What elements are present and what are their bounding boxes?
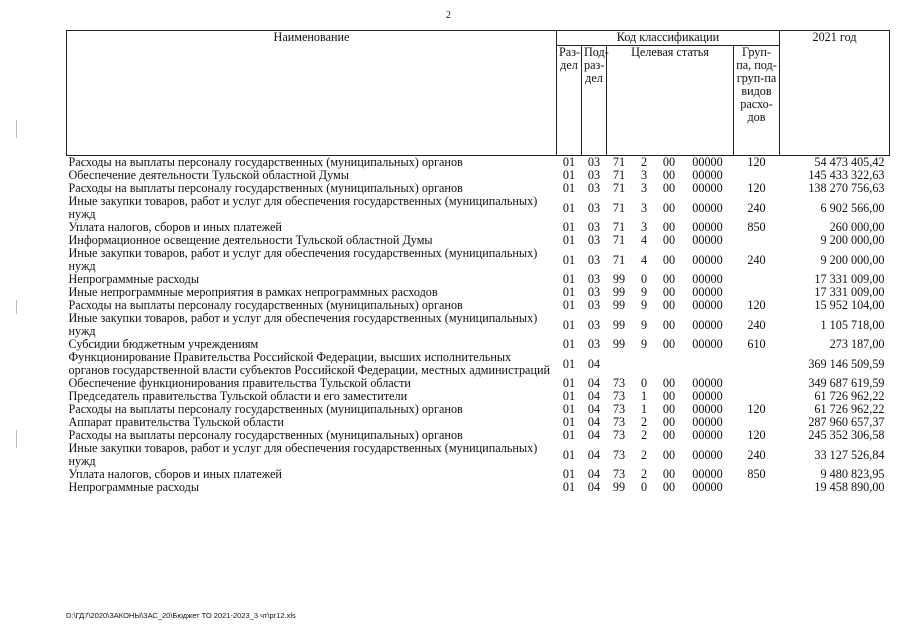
- row-name: Иные закупки товаров, работ и услуг для обеспечения государственных (муниципальных) нужд: [68, 247, 538, 273]
- row-code-c4: 00000: [692, 273, 723, 286]
- row-code-rz: 01: [562, 273, 576, 286]
- table-row: [67, 221, 890, 234]
- row-code-c2: 4: [640, 252, 648, 267]
- header-name: Наименование: [67, 31, 557, 156]
- row-code-c3: [657, 351, 682, 377]
- row-code-pr: 04: [587, 390, 601, 403]
- row-code-c4: 00000: [692, 403, 723, 416]
- row-name: Иные закупки товаров, работ и услуг для обеспечения государственных (муниципальных) нужд: [68, 195, 538, 221]
- row-code-rz: 01: [562, 182, 576, 195]
- row-code-c1: 73: [612, 390, 626, 403]
- row-code-c4: 00000: [692, 447, 723, 462]
- row-code-c1: 73: [612, 468, 626, 481]
- table-row: [67, 377, 890, 390]
- row-amount: 369 146 509,59: [808, 356, 885, 371]
- table-row: [67, 286, 890, 299]
- row-code-pr: 03: [587, 155, 601, 169]
- row-code-c3: 00: [662, 377, 676, 390]
- table-row: [67, 182, 890, 195]
- row-name: Расходы на выплаты персоналу государственных (муниципальных) органов: [68, 155, 463, 169]
- row-code-c3: 00: [662, 273, 676, 286]
- row-code-c4: 00000: [692, 169, 723, 182]
- table-row: [67, 390, 890, 403]
- row-code-c2: 4: [640, 234, 648, 247]
- row-code-c2: 2: [640, 416, 648, 429]
- row-amount: 61 726 962,22: [814, 403, 885, 416]
- row-code-rz: 01: [562, 252, 576, 267]
- row-code-c2: 9: [640, 338, 648, 351]
- row-code-c1: 99: [612, 286, 626, 299]
- table-row: [67, 468, 890, 481]
- table-row: [67, 234, 890, 247]
- row-code-vr: 610: [747, 338, 766, 351]
- row-code-c3: 00: [662, 200, 676, 215]
- row-code-pr: 03: [587, 338, 601, 351]
- row-code-c4: 00000: [692, 481, 723, 494]
- header-code-group: Код классификации: [557, 31, 780, 46]
- row-code-rz: 01: [562, 429, 576, 442]
- row-code-vr: 120: [747, 299, 766, 312]
- row-code-vr: 240: [747, 447, 766, 462]
- header-podrazdel: Под-раз-дел: [582, 46, 607, 156]
- row-code-c2: 9: [640, 317, 648, 332]
- table-row: [67, 195, 890, 221]
- row-code-pr: 03: [587, 286, 601, 299]
- row-amount: 273 187,00: [829, 338, 885, 351]
- row-code-pr: 03: [587, 169, 601, 182]
- row-code-rz: 01: [562, 286, 576, 299]
- row-code-c1: 73: [612, 429, 626, 442]
- row-code-c4: 00000: [692, 377, 723, 390]
- row-code-rz: 01: [562, 200, 576, 215]
- row-name: Непрограммные расходы: [68, 481, 200, 494]
- row-code-rz: 01: [562, 234, 576, 247]
- table-row: [67, 429, 890, 442]
- row-code-rz: 01: [562, 481, 576, 494]
- row-amount: 9 480 823,95: [820, 468, 885, 481]
- row-code-pr: 03: [587, 317, 601, 332]
- row-code-pr: 03: [587, 273, 601, 286]
- row-code-c4: 00000: [692, 200, 723, 215]
- row-code-pr: 04: [587, 416, 601, 429]
- row-code-c2: 2: [640, 447, 648, 462]
- row-code-rz: 01: [562, 299, 576, 312]
- row-code-c1: 71: [612, 182, 626, 195]
- row-name: Информационное освещение деятельности Тульской областной Думы: [68, 234, 433, 247]
- row-code-c3: 00: [662, 390, 676, 403]
- table-row: [67, 416, 890, 429]
- table-row: [67, 338, 890, 351]
- row-code-c4: 00000: [692, 429, 723, 442]
- table-row: [67, 481, 890, 494]
- table-row: [67, 299, 890, 312]
- row-code-c2: 9: [640, 286, 648, 299]
- row-code-rz: 01: [562, 390, 576, 403]
- row-amount: 245 352 306,58: [808, 429, 885, 442]
- row-amount: 260 000,00: [829, 221, 885, 234]
- row-amount: 33 127 526,84: [814, 447, 885, 462]
- table-row: [67, 403, 890, 416]
- row-code-c3: 00: [662, 299, 676, 312]
- row-amount: 349 687 619,59: [808, 377, 885, 390]
- row-code-vr: [734, 234, 780, 247]
- row-code-c3: 00: [662, 221, 676, 234]
- row-amount: 6 902 566,00: [820, 200, 885, 215]
- row-name: Обеспечение функционирования правительства Тульской области: [68, 377, 411, 390]
- row-code-vr: [734, 390, 780, 403]
- row-code-rz: 01: [562, 155, 576, 169]
- header-vid: Груп-па, под-груп-па видов расхо-дов: [734, 46, 780, 156]
- row-code-pr: 03: [587, 299, 601, 312]
- row-code-c4: 00000: [692, 338, 723, 351]
- row-name: Иные непрограммные мероприятия в рамках непрограммных расходов: [68, 286, 438, 299]
- row-code-pr: 03: [587, 234, 601, 247]
- row-code-c4: 00000: [692, 182, 723, 195]
- row-code-c4: 00000: [692, 252, 723, 267]
- row-name: Расходы на выплаты персоналу государственных (муниципальных) органов: [68, 182, 463, 195]
- row-code-c2: 2: [640, 429, 648, 442]
- row-code-vr: 120: [747, 403, 766, 416]
- row-code-rz: 01: [562, 377, 576, 390]
- row-code-vr: 850: [747, 221, 766, 234]
- row-code-rz: 01: [562, 221, 576, 234]
- table-row: [67, 351, 890, 377]
- row-code-rz: 01: [562, 338, 576, 351]
- table-row: [67, 273, 890, 286]
- row-code-c3: 00: [662, 468, 676, 481]
- row-code-c3: 00: [662, 182, 676, 195]
- margin-mark: [16, 120, 17, 138]
- row-code-vr: [734, 481, 780, 494]
- row-amount: 15 952 104,00: [814, 299, 885, 312]
- row-code-c1: 71: [612, 234, 626, 247]
- row-name: Расходы на выплаты персоналу государственных (муниципальных) органов: [68, 403, 463, 416]
- page-number: 2: [446, 10, 451, 21]
- row-name: Обеспечение деятельности Тульской областной Думы: [68, 169, 349, 182]
- row-code-vr: 850: [747, 468, 766, 481]
- row-code-vr: [734, 416, 780, 429]
- row-code-c4: [682, 351, 734, 377]
- row-code-pr: 04: [587, 377, 601, 390]
- row-amount: 138 270 756,63: [808, 182, 885, 195]
- row-code-c3: 00: [662, 155, 676, 169]
- row-code-vr: 240: [747, 200, 766, 215]
- row-code-c4: 00000: [692, 155, 723, 169]
- row-code-c1: 73: [612, 447, 626, 462]
- row-code-c2: 1: [640, 390, 648, 403]
- file-path: D:\ГД7\2020\ЗАКОНЫ\ЗАС_20\Бюджет ТО 2021-2023_3 чт\pr12.xls: [66, 611, 296, 620]
- row-code-c2: 0: [640, 377, 648, 390]
- row-code-c2: 0: [640, 481, 648, 494]
- row-code-c2: [632, 351, 657, 377]
- row-code-c1: 99: [612, 299, 626, 312]
- row-name: Иные закупки товаров, работ и услуг для обеспечения государственных (муниципальных) нужд: [68, 312, 538, 338]
- row-code-c1: 99: [612, 481, 626, 494]
- row-amount: 145 433 322,63: [808, 169, 885, 182]
- row-code-c4: 00000: [692, 317, 723, 332]
- row-code-pr: 03: [587, 221, 601, 234]
- row-amount: 1 105 718,00: [820, 317, 885, 332]
- row-code-pr: 03: [587, 182, 601, 195]
- row-code-c1: 71: [612, 221, 626, 234]
- row-code-vr: [734, 377, 780, 390]
- row-code-vr: 240: [747, 317, 766, 332]
- row-amount: 54 473 405,42: [814, 155, 885, 169]
- row-code-rz: 01: [562, 356, 576, 371]
- row-code-c2: 9: [640, 299, 648, 312]
- row-name: Уплата налогов, сборов и иных платежей: [68, 221, 282, 234]
- row-code-vr: 120: [747, 429, 766, 442]
- row-code-pr: 04: [587, 403, 601, 416]
- row-name: Уплата налогов, сборов и иных платежей: [68, 468, 282, 481]
- margin-mark: [16, 430, 17, 448]
- row-code-vr: [734, 351, 780, 377]
- row-code-pr: 04: [587, 429, 601, 442]
- row-code-c4: 00000: [692, 286, 723, 299]
- row-name: Иные закупки товаров, работ и услуг для обеспечения государственных (муниципальных) нужд: [68, 442, 538, 468]
- row-code-c1: 73: [612, 403, 626, 416]
- row-amount: 19 458 890,00: [814, 481, 885, 494]
- row-amount: 61 726 962,22: [814, 390, 885, 403]
- row-code-c3: 00: [662, 169, 676, 182]
- row-code-c2: 2: [640, 155, 648, 169]
- row-code-vr: [734, 273, 780, 286]
- row-code-vr: [734, 286, 780, 299]
- row-code-c3: 00: [662, 429, 676, 442]
- row-code-rz: 01: [562, 468, 576, 481]
- row-code-c1: 73: [612, 416, 626, 429]
- row-code-c1: 99: [612, 317, 626, 332]
- row-code-c1: 71: [612, 252, 626, 267]
- row-code-pr: 04: [587, 468, 601, 481]
- row-code-pr: 03: [587, 200, 601, 215]
- row-code-rz: 01: [562, 317, 576, 332]
- row-name: Председатель правительства Тульской области и его заместители: [68, 390, 408, 403]
- row-code-c1: [607, 351, 632, 377]
- row-code-vr: 120: [747, 155, 766, 169]
- row-name: Непрограммные расходы: [68, 273, 200, 286]
- row-code-rz: 01: [562, 403, 576, 416]
- row-code-c2: 1: [640, 403, 648, 416]
- row-code-pr: 03: [587, 252, 601, 267]
- row-code-rz: 01: [562, 169, 576, 182]
- row-amount: 9 200 000,00: [820, 234, 885, 247]
- row-code-c1: 71: [612, 155, 626, 169]
- row-code-c4: 00000: [692, 234, 723, 247]
- row-code-c4: 00000: [692, 416, 723, 429]
- header-target: Целевая статья: [607, 46, 734, 156]
- row-amount: 287 960 657,37: [808, 416, 885, 429]
- row-code-c2: 3: [640, 182, 648, 195]
- table-row: [67, 169, 890, 182]
- row-name: Аппарат правительства Тульской области: [68, 416, 284, 429]
- row-code-c2: 0: [640, 273, 648, 286]
- row-code-vr: 240: [747, 252, 766, 267]
- table-row: [67, 442, 890, 468]
- table-row: [67, 312, 890, 338]
- row-code-c3: 00: [662, 317, 676, 332]
- row-code-c3: 00: [662, 481, 676, 494]
- row-code-rz: 01: [562, 447, 576, 462]
- row-code-c2: 3: [640, 200, 648, 215]
- row-code-c3: 00: [662, 403, 676, 416]
- row-code-c4: 00000: [692, 468, 723, 481]
- row-code-c2: 3: [640, 221, 648, 234]
- row-code-c3: 00: [662, 252, 676, 267]
- row-code-c1: 99: [612, 273, 626, 286]
- table-body: [67, 156, 890, 495]
- row-code-c1: 71: [612, 200, 626, 215]
- table-row: [67, 247, 890, 273]
- row-code-vr: 120: [747, 182, 766, 195]
- row-name: Расходы на выплаты персоналу государственных (муниципальных) органов: [68, 429, 463, 442]
- row-code-c3: 00: [662, 338, 676, 351]
- row-code-c4: 00000: [692, 390, 723, 403]
- row-code-c4: 00000: [692, 299, 723, 312]
- budget-table: [66, 30, 890, 494]
- row-code-c3: 00: [662, 447, 676, 462]
- row-code-c1: 73: [612, 377, 626, 390]
- row-name: Функционирование Правительства Российской Федерации, высших исполнительных органов государственной власти субъектов Российской Федерации, местных администраций: [68, 351, 551, 377]
- row-code-c2: 3: [640, 169, 648, 182]
- row-amount: 17 331 009,00: [814, 286, 885, 299]
- row-code-pr: 04: [587, 481, 601, 494]
- row-code-c4: 00000: [692, 221, 723, 234]
- header-razdel: Раз-дел: [557, 46, 582, 156]
- row-code-pr: 04: [587, 356, 601, 371]
- row-code-c1: 99: [612, 338, 626, 351]
- row-code-vr: [734, 169, 780, 182]
- row-code-rz: 01: [562, 416, 576, 429]
- header-year: 2021 год: [780, 31, 890, 156]
- table-row: [67, 156, 890, 170]
- row-code-c3: 00: [662, 416, 676, 429]
- row-amount: 17 331 009,00: [814, 273, 885, 286]
- row-name: Расходы на выплаты персоналу государственных (муниципальных) органов: [68, 299, 463, 312]
- margin-mark: [16, 300, 17, 314]
- row-amount: 9 200 000,00: [820, 252, 885, 267]
- row-code-c2: 2: [640, 468, 648, 481]
- row-code-pr: 04: [587, 447, 601, 462]
- row-name: Субсидии бюджетным учреждениям: [68, 338, 259, 351]
- row-code-c1: 71: [612, 169, 626, 182]
- row-code-c3: 00: [662, 234, 676, 247]
- row-code-c3: 00: [662, 286, 676, 299]
